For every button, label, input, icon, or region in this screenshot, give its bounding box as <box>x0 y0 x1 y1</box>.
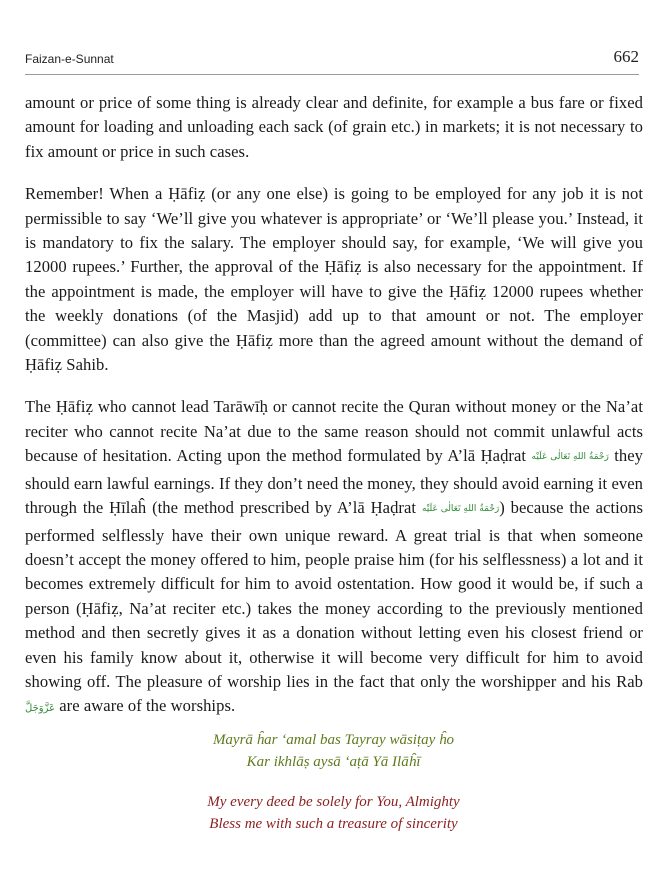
paragraph-3-text-c: ) because the actions performed selflessly have their own unique reward. A great trial is that when someone doesn’t accept the money offered to him, people praise him (for his selflessness) a lot and it becomes extremely difficult for him to avoid ostentation. How good it would be, if such a person (Ḥāfiẓ, Na’at reciter etc.) takes the money according to the previously mentioned method and then secretly gives it as a donation without letting even his closest friend or even his family know about it, otherwise it will become very difficult for him to avoid showing off. The pleasure of worship lies in the fact that only the worshipper and his Rab <box>25 498 644 691</box>
arabic-honorific-2: رَحْمَةُ اللهِ تَعَالٰی عَلَيْه <box>421 504 500 515</box>
paragraph-3-text-a: The Ḥāfiẓ who cannot lead Tarāwīḥ or cannot recite the Quran without money or the Na’at reciter who cannot recite Na’at due to the same reason should not commit unlawful acts because of hesitation. Acting upon the method formulated by A’lā Ḥaḍrat <box>25 397 643 466</box>
paragraph-3-text-d: are aware of the worships. <box>55 696 236 716</box>
verse-transliteration-line-2: Kar ikhlāṣ aysā ‘aṭā Yā Ilāĥī <box>246 754 421 770</box>
header-divider <box>25 74 639 75</box>
paragraph-3-text-b: they should earn lawful earnings. If they don’t need the money, they should avoid earning it even through the Ḥīlaĥ (the method prescribed by A’lā Ḥaḍrat <box>25 446 644 518</box>
arabic-honorific-1: رَحْمَةُ اللهِ تَعَالٰی عَلَيْه <box>531 452 609 463</box>
verse-transliteration-line-1: Mayrā ĥar ‘amal bas Tayray wāsiṭay ĥo <box>212 732 455 748</box>
paragraph-3 <box>25 395 643 721</box>
arabic-honorific-3: عَزَّوَجَلَّ <box>25 703 56 715</box>
verse-translation-line-2: Bless me with such a treasure of sincerity <box>209 816 458 832</box>
page-number: 662 <box>613 47 639 66</box>
verse-transliteration <box>0 729 667 773</box>
paragraph-1: amount or price of some thing is already clear and definite, for example a bus fare or fixed amount for loading and unloading each sack (of grain etc.) in markets; it is not necessary to fix amount or price in such cases. <box>25 93 643 161</box>
body-text <box>25 91 643 740</box>
paragraph-2: Remember! When a Ḥāfiẓ (or any one else) is going to be employed for any job it is not permissible to say ‘We’ll give you whatever is appropriate’ or ‘We’ll please you.’ Instead, it is mandatory to fix the salary. The employer should say, for example, ‘We will give you 12000 rupees.’ Further, the approval of the Ḥāfiẓ is also necessary for the appointment. If the appointment is made, the employer will have to give the Ḥāfiẓ 12000 rupees whether the weekly donations (of the Masjid) add up to that amount or not. The employer (committee) can also give the Ḥāfiẓ more than the agreed amount without the demand of Ḥāfiẓ Sahib. <box>25 184 643 375</box>
book-title: Faizan-e-Sunnat <box>25 52 114 66</box>
verse-translation-line-1: My every deed be solely for You, Almighty <box>207 794 460 810</box>
page-header <box>25 44 639 74</box>
verse-translation <box>0 791 667 835</box>
